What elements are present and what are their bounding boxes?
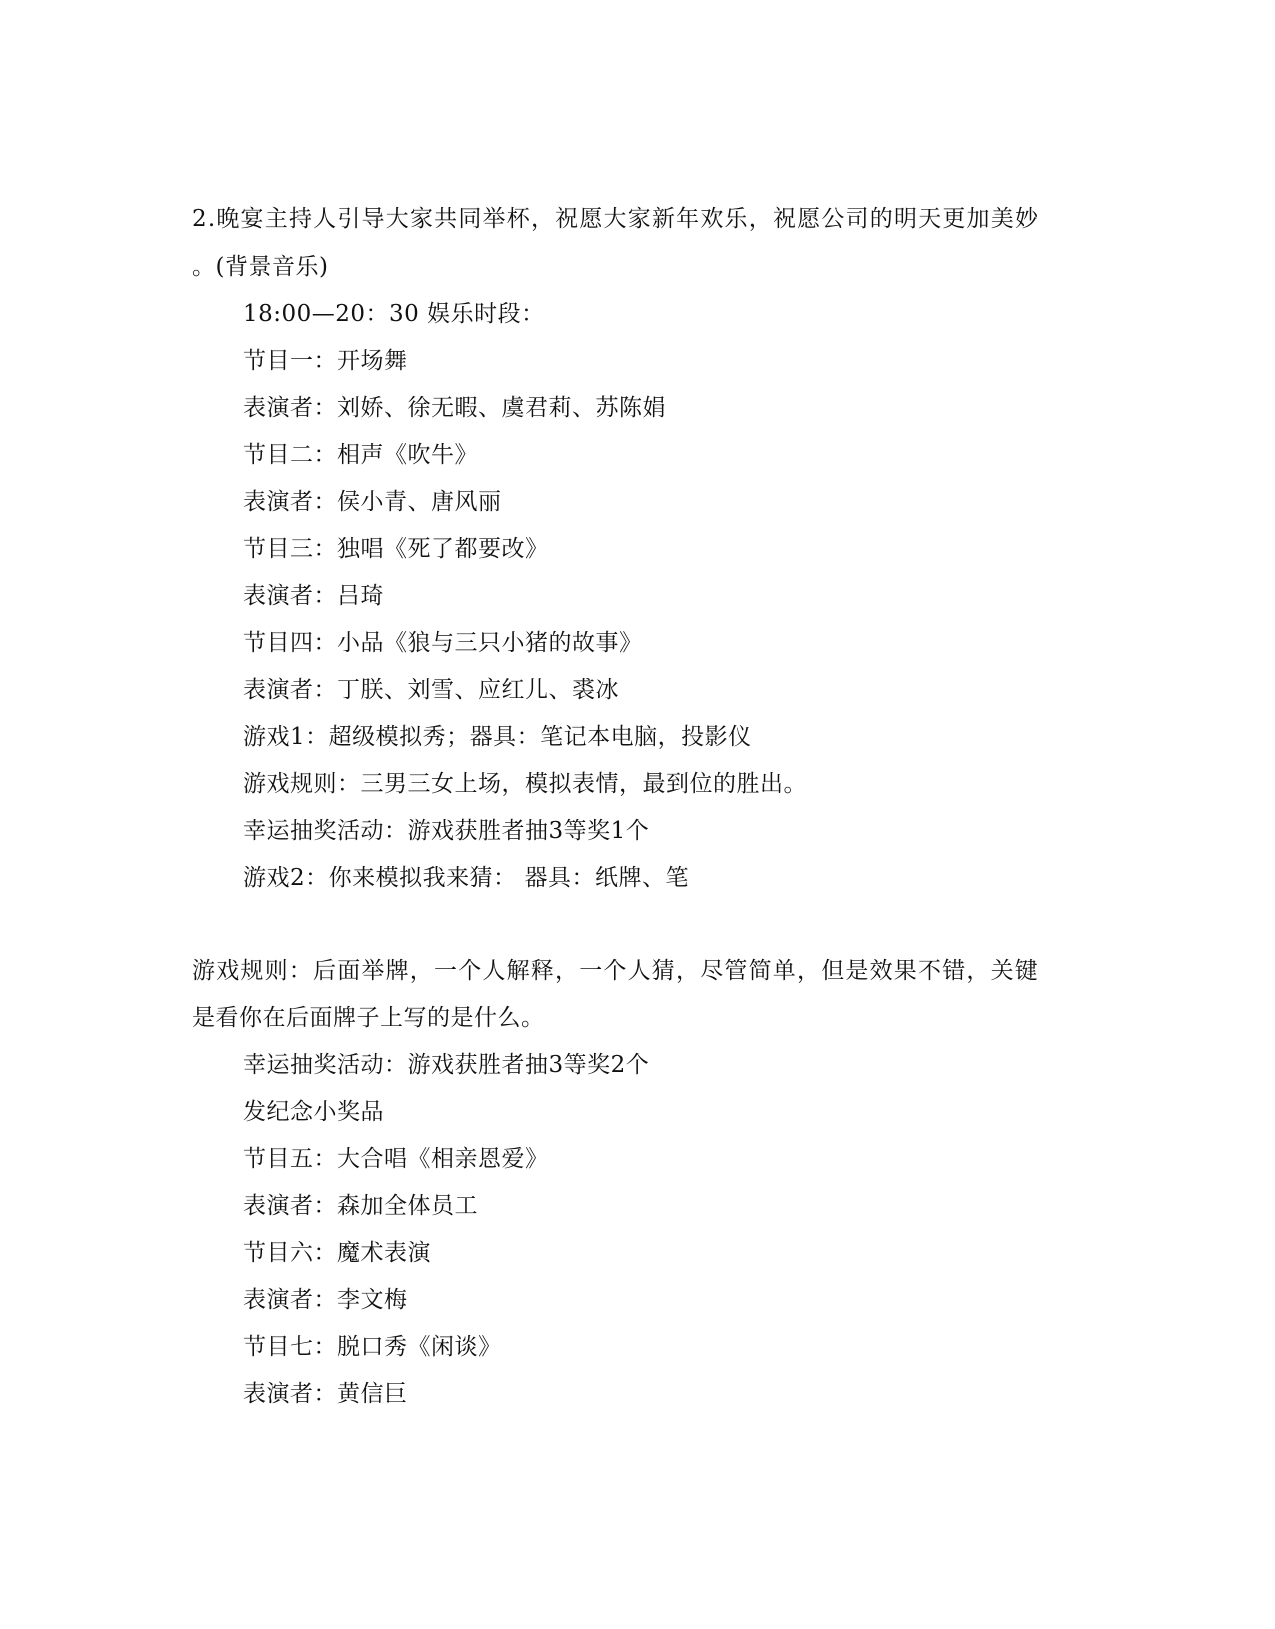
- game-1-rules: 游戏规则：三男三女上场，模拟表情，最到位的胜出。: [243, 771, 807, 797]
- lucky-draw-1: 幸运抽奖活动：游戏获胜者抽3等奖1个: [243, 818, 650, 844]
- program-3-performers: 表演者：吕琦: [243, 583, 384, 609]
- program-5-performers: 表演者：森加全体员工: [243, 1193, 478, 1219]
- program-3-title: 节目三：独唱《死了都要改》: [243, 536, 549, 562]
- rules-paragraph-line-2: 是看你在后面牌子上写的是什么。: [192, 1005, 545, 1031]
- time-slot-heading: 18:00—20：30 娱乐时段：: [243, 301, 545, 327]
- program-7-performers: 表演者：黄信巨: [243, 1381, 408, 1407]
- intro-paragraph-line-2: 。(背景音乐): [192, 254, 329, 280]
- rules-paragraph-line-1: 游戏规则：后面举牌，一个人解释，一个人猜，尽管简单，但是效果不错，关键: [192, 958, 1039, 984]
- program-1-performers: 表演者：刘娇、徐无暇、虞君莉、苏陈娟: [243, 395, 666, 421]
- program-4-title: 节目四：小品《狼与三只小猪的故事》: [243, 630, 643, 656]
- program-4-performers: 表演者：丁朕、刘雪、应红儿、裘冰: [243, 677, 619, 703]
- program-5-title: 节目五：大合唱《相亲恩爱》: [243, 1146, 549, 1172]
- program-6-performers: 表演者：李文梅: [243, 1287, 408, 1313]
- souvenir-prize: 发纪念小奖品: [243, 1099, 384, 1125]
- program-1-title: 节目一：开场舞: [243, 348, 408, 374]
- game-2-title: 游戏2：你来模拟我来猜： 器具：纸牌、笔: [243, 865, 689, 891]
- game-1-title: 游戏1：超级模拟秀；器具：笔记本电脑，投影仪: [243, 724, 752, 750]
- program-2-title: 节目二：相声《吹牛》: [243, 442, 478, 468]
- program-7-title: 节目七：脱口秀《闲谈》: [243, 1334, 502, 1360]
- lucky-draw-2: 幸运抽奖活动：游戏获胜者抽3等奖2个: [243, 1052, 650, 1078]
- program-2-performers: 表演者：侯小青、唐风丽: [243, 489, 502, 515]
- program-6-title: 节目六：魔术表演: [243, 1240, 431, 1266]
- intro-paragraph-line-1: 2.晚宴主持人引导大家共同举杯，祝愿大家新年欢乐，祝愿公司的明天更加美妙: [192, 206, 1040, 232]
